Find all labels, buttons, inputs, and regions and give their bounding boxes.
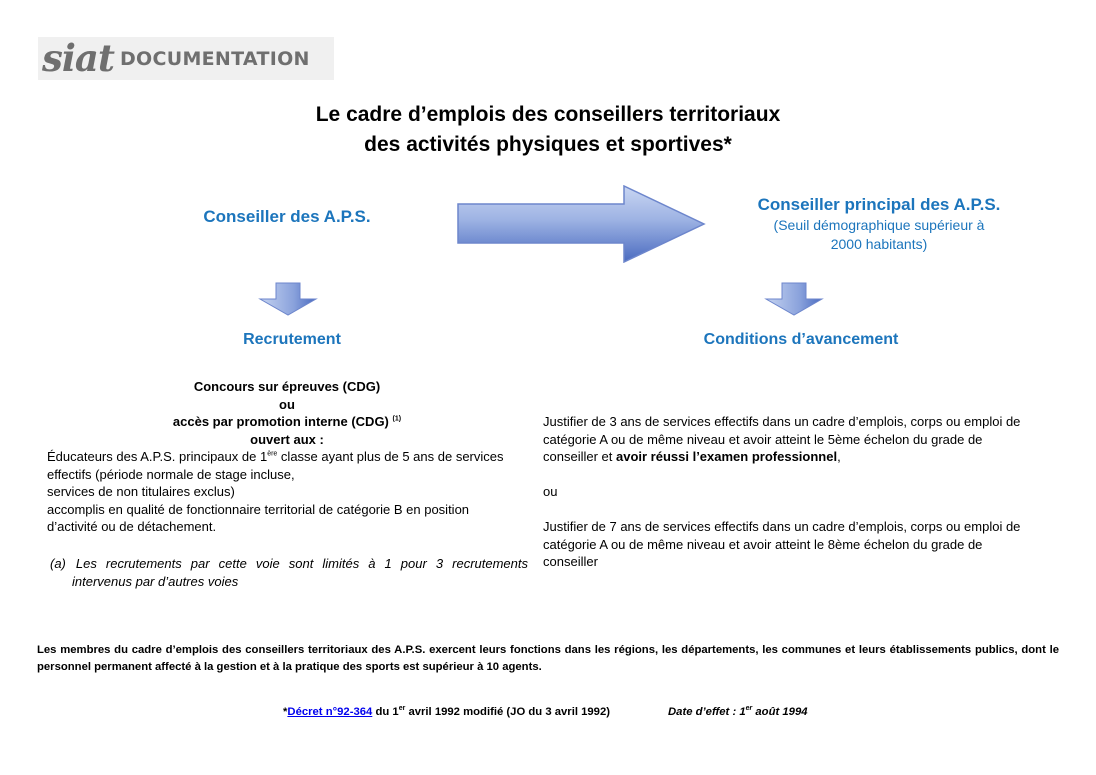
recruitment-line-4: ouvert aux : xyxy=(250,431,324,447)
page-title xyxy=(0,100,1096,160)
condition-line-4: accomplis en qualité de fonctionnaire territorial de catégorie B en position xyxy=(47,501,470,517)
advancement-conditions xyxy=(543,413,1053,571)
recruitment-line-3: accès par promotion interne (CDG) $^{(1)}$ xyxy=(172,414,402,429)
effective-date: Date d’effet : 1er août 1994 xyxy=(668,705,808,718)
recruitment-conditions xyxy=(47,448,517,536)
down-arrow-icon-right xyxy=(764,282,824,316)
note-line-1: (a) Les recrutements par cette voie sont limités à 1 pour 3 recrutements xyxy=(50,556,528,571)
adv-p2-line-1: Justifier de 7 ans de services effectifs dans un cadre d’emplois, corps ou emploi de xyxy=(543,519,1021,534)
grade-right-block xyxy=(700,194,1058,254)
recruitment-heading: Recrutement xyxy=(243,331,341,348)
footer-line-1: Les membres du cadre d’emplois des conseillers territoriaux des A.P.S. exercent leurs fonctions dans les régions, les départements, les communes et leurs établissements publics, dont le xyxy=(37,644,1059,656)
footer-line-2: personnel permanent affecté à la gestion et à la pratique des sports est supérieur à 10 agents. xyxy=(37,661,542,673)
right-arrow-icon xyxy=(456,185,706,263)
footnote-ref-1: (1) xyxy=(392,415,402,423)
grade-right-heading: Conseiller principal des A.P.S. xyxy=(757,195,1001,214)
logo-text: DOCUMENTATION xyxy=(119,47,310,70)
adv-p1-line-3: conseiller et avoir réussi l’examen professionnel, xyxy=(543,449,841,464)
condition-line-2: effectifs (période normale de stage incluse, xyxy=(47,466,295,482)
adv-or: ou xyxy=(543,484,558,499)
grade-right-sub-2: 2000 habitants) xyxy=(830,236,928,252)
advancement-heading: Conditions d’avancement xyxy=(703,331,899,348)
condition-line-3: services de non titulaires exclus) xyxy=(47,484,235,499)
condition-line-1: Éducateurs des A.P.S. principaux de 1ère classe ayant plus de 5 ans de services xyxy=(47,449,504,464)
grade-right-sub-1: (Seuil démographique supérieur à xyxy=(773,217,985,233)
title-line-1: Le cadre d’emplois des conseillers territoriaux xyxy=(315,103,781,126)
adv-p1-line-1: Justifier de 3 ans de services effectifs dans un cadre d’emplois, corps ou emploi de xyxy=(543,414,1021,429)
recruitment-line-1: Concours sur épreuves (CDG) xyxy=(193,379,381,394)
down-arrow-icon-left xyxy=(258,282,318,316)
adv-p2-line-3: conseiller xyxy=(543,554,598,569)
decree-link[interactable]: Décret n°92-364 xyxy=(287,706,373,718)
footer-paragraph xyxy=(37,642,1059,676)
recruitment-routes xyxy=(120,378,454,448)
condition-line-5: d’activité ou de détachement. xyxy=(47,519,217,534)
adv-p2-line-2: catégorie A ou de même niveau et avoir atteint le 8ème échelon du grade de xyxy=(543,536,983,552)
recruitment-note xyxy=(50,555,528,590)
title-line-2: des activités physiques et sportives* xyxy=(364,133,732,156)
siat-logo xyxy=(38,37,334,80)
recruitment-line-2: ou xyxy=(279,396,295,412)
grade-left-heading: Conseiller des A.P.S. xyxy=(203,207,371,226)
logo-mark: siat xyxy=(42,36,114,80)
note-line-2: intervenus par d’autres voies xyxy=(72,573,239,589)
decree-reference: *Décret n°92-364 du 1er avril 1992 modifié (JO du 3 avril 1992) xyxy=(283,705,611,718)
adv-p1-line-2: catégorie A ou de même niveau et avoir atteint le 5ème échelon du grade de xyxy=(543,431,983,447)
